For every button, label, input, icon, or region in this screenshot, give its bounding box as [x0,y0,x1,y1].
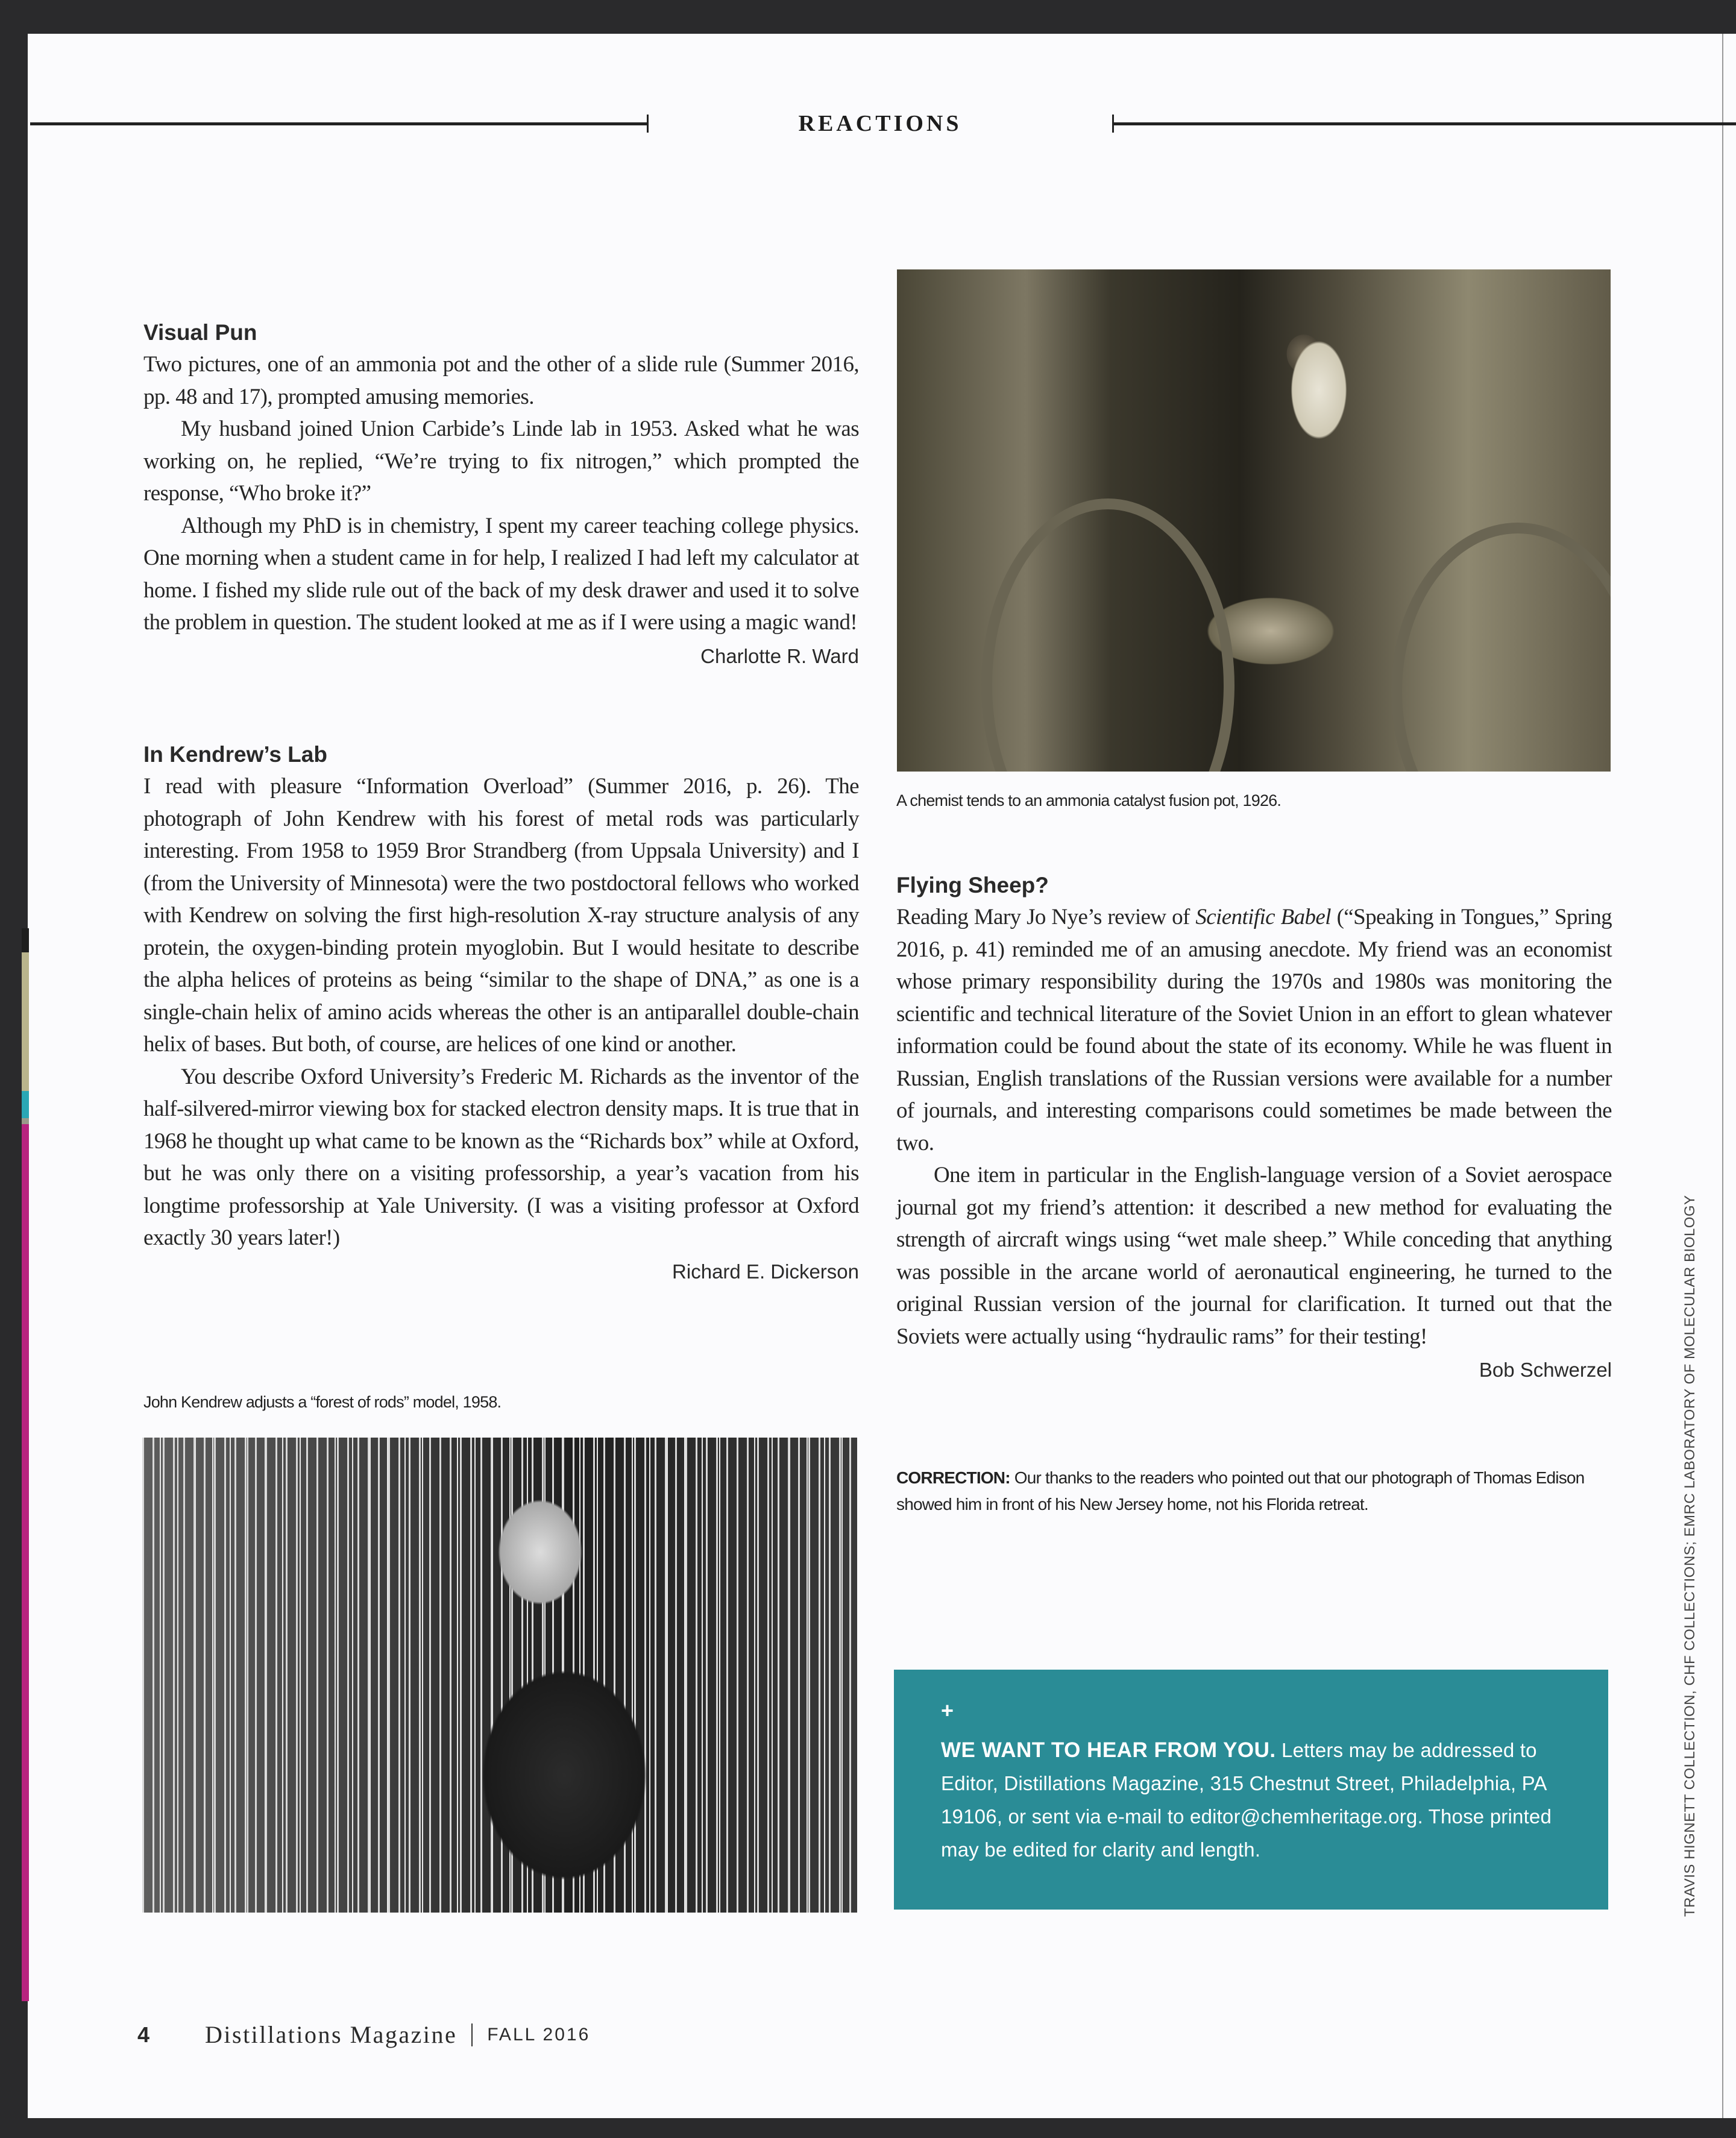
header-rule-left [30,122,648,125]
page-footer [137,2020,590,2049]
kendrew-photo-caption: John Kendrew adjusts a “forest of rods” model, 1958. [143,1393,502,1411]
page-fold-edge [1722,34,1723,2118]
text-run: Reading Mary Jo Nye’s review of [896,905,1196,929]
letter-body [143,770,859,1254]
letter-paragraph: Although my PhD is in chemistry, I spent my career teaching college physics. One morning when a student came in for help, I realized I had left my calculator at home. I fished my slide rule out of the back of my desk drawer and used it to solve the problem in question. The student looked at me as if I were using a magic wand! [143,513,859,635]
letter-visual-pun [143,317,859,671]
letter-paragraph: You describe Oxford University’s Frederic M. Richards as the inventor of the half-silvered-mirror viewing box for stacked electron density maps. It is true that in 1968 he thought up what came to be known as the “Richards box” while at Oxford, but he was only there on a visiting professorship, a year’s vacation from his longtime professorship at Yale University. (I was a visiting professor at Oxford exactly 30 years later!) [143,1064,859,1250]
issue-label: FALL 2016 [487,2024,591,2045]
letter-flying-sheep [896,870,1612,1385]
letter-heading: Flying Sheep? [896,873,1049,898]
section-title: REACTIONS [798,111,962,136]
ammonia-photo-caption: A chemist tends to an ammonia catalyst fusion pot, 1926. [896,791,1282,810]
callout-text [941,1734,1561,1866]
callout-lead: WE WANT TO HEAR FROM YOU. [941,1738,1276,1762]
callout-body: Letters may be addressed to Editor, Distillations Magazine, 315 Chestnut Street, Philadelphia, PA 19106, or sent via e-mail to editor@chemheritage.org. Those printed may be edited for clarity and length. [941,1739,1552,1861]
letter-signature: Bob Schwerzel [1479,1359,1612,1381]
header-rule-right [1112,122,1736,125]
header-rule-left-tick [647,115,649,133]
correction-label: CORRECTION: [896,1468,1010,1487]
photo-credit: TRAVIS HIGNETT COLLECTION, CHF COLLECTIONS; EMRC LABORATORY OF MOLECULAR BIOLOGY [1682,1195,1698,1917]
letter-heading: Visual Pun [143,320,257,345]
ammonia-fusion-pot-photo [897,269,1611,772]
correction-note [896,1465,1590,1518]
photo-pipe-shape [1391,523,1611,772]
footer-divider [471,2023,473,2046]
plus-icon: + [941,1698,954,1723]
letter-kendrews-lab [143,739,859,1287]
letter-signature: Richard E. Dickerson [672,1260,859,1283]
text-run: (“Speaking in Tongues,” Spring 2016, p. 41) reminded me of an amusing anecdote. My friend was an economist whose primary responsibility during the 1970s and 1980s was monitoring the scientific and technical literature of the Soviet Union in an effort to glean whatever information could be found about the state of its economy. While he was fluent in Russian, English translations of the Russian versions were available for a number of journals, and interesting comparisons could sometimes be made between the two. [896,905,1612,1155]
magazine-name: Distillations Magazine [205,2021,458,2048]
book-title: Scientific Babel [1195,905,1331,929]
letter-paragraph: I read with pleasure “Information Overload” (Summer 2016, p. 26). The photograph of John Kendrew with his forest of metal rods was particularly interesting. From 1958 to 1959 Bror Strandberg (from Uppsala University) and I (from the University of Minnesota) were the two postdoctoral fellows who worked with Kendrew on solving the first high-resolution X-ray structure analysis of any protein, the oxygen-binding protein myoglobin. But I would hesitate to describe the alpha helices of proteins as being “similar to the shape of DNA,” as one is a single-chain helix of amino acids whereas the other is an antiparallel double-chain helix of bases. But both, of course, are helices of one kind or another. [143,774,859,1057]
letter-heading: In Kendrew’s Lab [143,742,327,767]
letter-paragraph: One item in particular in the English-language version of a Soviet aerospace journal got my friend’s attention: it described a new method for evaluating the strength of aircraft wings using “wet male sheep.” While conceding that anything was possible in the arcane world of aeronautical engineering, he turned to the original Russian version of the journal for clarification. It turned out that the Soviets were actually using “hydraulic rams” for their testing! [896,1163,1612,1349]
letter-body [896,901,1612,1353]
correction-text: Our thanks to the readers who pointed out that our photograph of Thomas Edison showed him in front of his New Jersey home, not his Florida retreat. [896,1468,1585,1514]
adjacent-page-edge [22,928,29,2001]
letter-signature: Charlotte R. Ward [700,644,859,667]
letters-callout-box [894,1670,1608,1910]
letter-paragraph: Two pictures, one of an ammonia pot and the other of a slide rule (Summer 2016, pp. 48 and 17), prompted amusing memories. [143,352,859,409]
photo-pipe-shape [981,498,1234,772]
letter-paragraph: My husband joined Union Carbide’s Linde lab in 1953. Asked what he was working on, he replied, “We’re trying to fix nitrogen,” which prompted the response, “Who broke it?” [143,417,859,506]
letter-body [143,348,859,639]
letter-paragraph [896,901,1612,1159]
kendrew-forest-of-rods-photo [142,1438,857,1913]
page-number: 4 [137,2022,150,2047]
